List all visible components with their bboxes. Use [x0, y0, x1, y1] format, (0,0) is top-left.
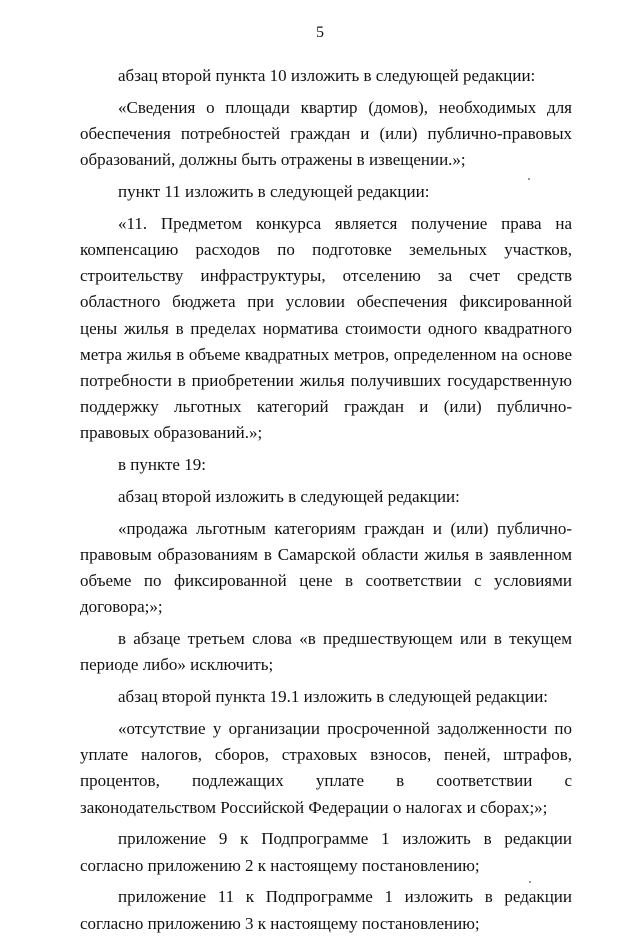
page-number: 5 [316, 24, 324, 41]
paragraph-7: «продажа льготным категориям граждан и (или) публично-правовым образованиям в Самарской области жилья в заявленном объеме по фиксированной цене в соответствии с условиями договора;»; [80, 518, 572, 617]
scan-speck [528, 178, 530, 180]
paragraph-6: абзац второй изложить в следующей редакции: [118, 487, 460, 507]
paragraph-1: абзац второй пункта 10 изложить в следующей редакции: [118, 66, 536, 85]
paragraph-4: «11. Предметом конкурса является получение права на компенсацию расходов по подготовке земельных участков, строительству инфраструктуры, отселению за счет средств областного бюджета при условии обеспечения фиксированной цены жилья в пределах норматива стоимости одного квадратного метра жилья в объеме квадратных метров, определенном на основе потребности в приобретении жилья получивших государственную поддержку льготных категорий граждан и (или) публично-правовых образований.»; [80, 213, 572, 443]
paragraph-10: «отсутствие у организации просроченной задолженности по уплате налогов, сборов, страховых взносов, пеней, штрафов, процентов, подлежащих уплате в соответствии с законодательством Российской Федерации о налогах и сборах;»; [80, 719, 572, 817]
paragraph-11: приложение 9 к Подпрограмме 1 изложить в редакции согласно приложению 2 к настоящему постановлению; [80, 829, 572, 875]
paragraph-12: приложение 11 к Подпрограмме 1 изложить в редакции согласно приложению 3 к настоящему постановлению; [80, 887, 572, 933]
paragraph-9: абзац второй пункта 19.1 изложить в следующей редакции: [118, 687, 549, 707]
paragraph-2: «Сведения о площади квартир (домов), необходимых для обеспечения потребностей граждан и (или) публично-правовых образований, должны быть отражены в извещении.»; [80, 97, 572, 170]
paragraph-3: пункт 11 изложить в следующей редакции: [118, 182, 430, 201]
document-body [80, 63, 572, 937]
paragraph-8: в абзаце третьем слова «в предшествующем или в текущем периоде либо» исключить; [80, 629, 572, 675]
paragraph-5: в пункте 19: [118, 455, 206, 475]
scan-speck [529, 881, 531, 883]
